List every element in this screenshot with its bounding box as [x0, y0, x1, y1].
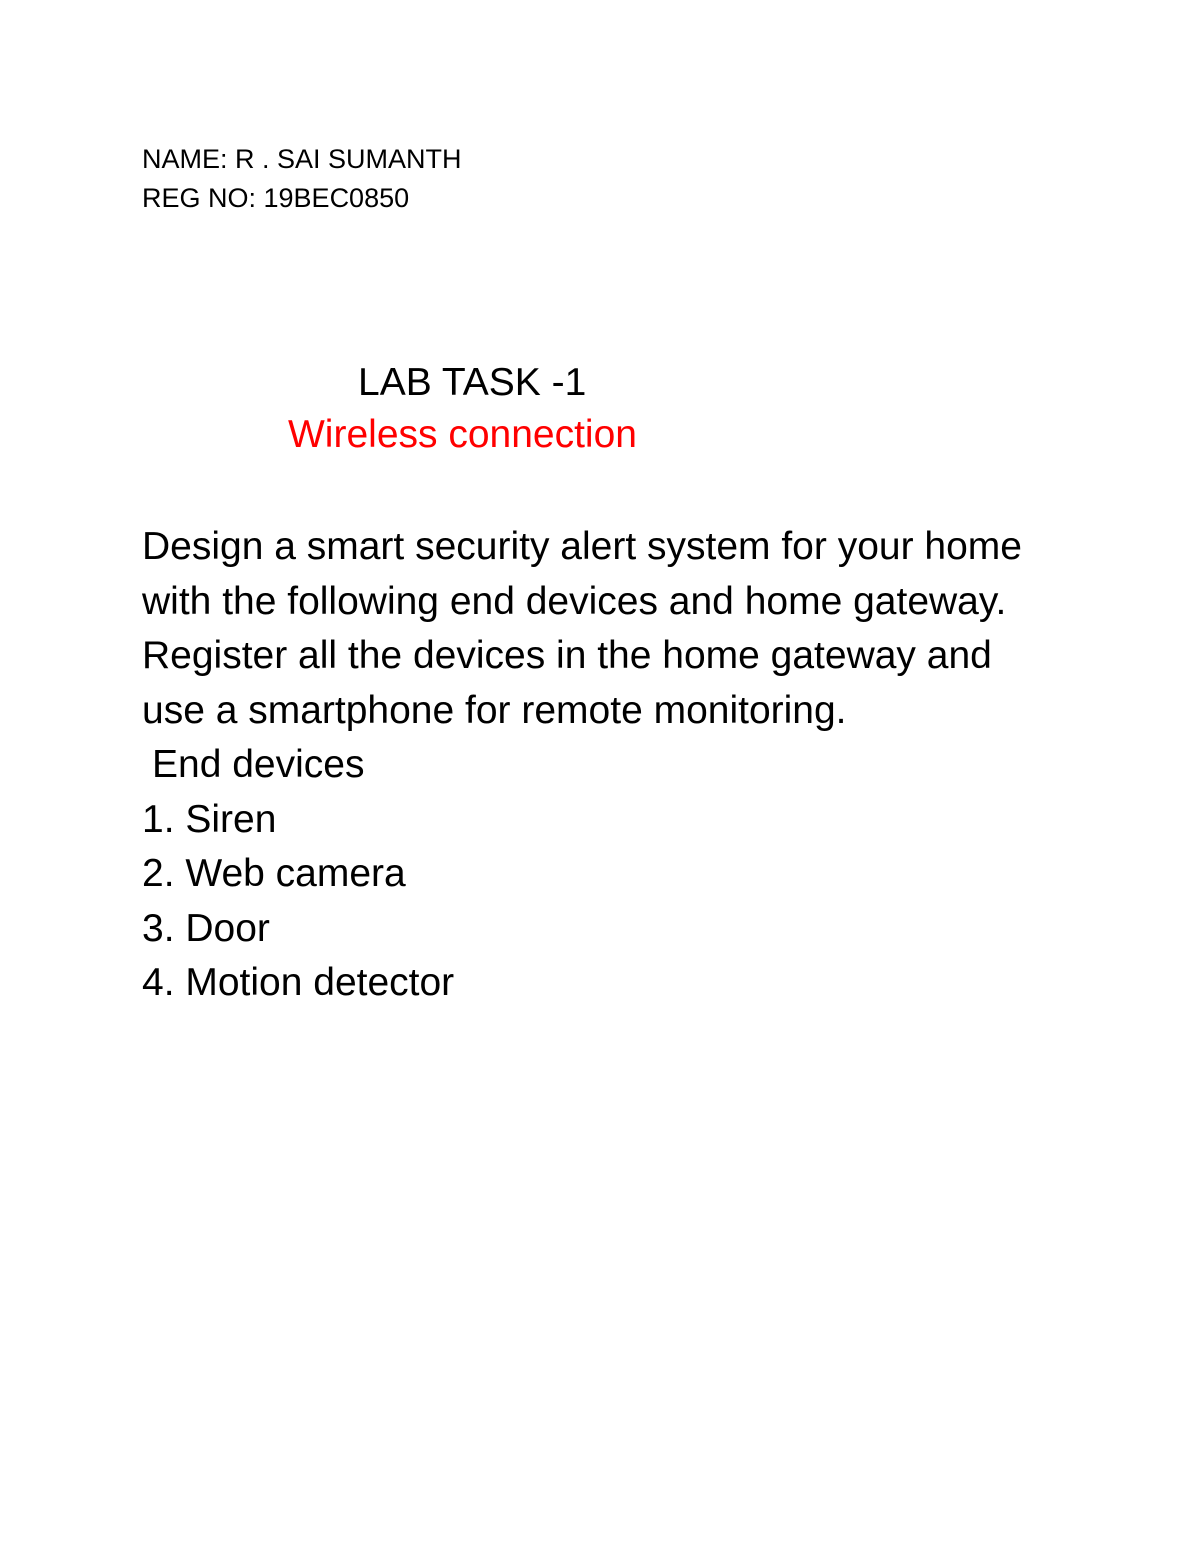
task-body: [142, 520, 1042, 1011]
list-item-motion-detector: 4. Motion detector: [142, 961, 455, 1004]
lab-task-title: LAB TASK -1: [358, 361, 587, 404]
device-list: [142, 793, 1042, 1011]
end-devices-heading: End devices: [152, 743, 365, 786]
lab-task-subtitle: Wireless connection: [288, 413, 637, 456]
list-item-door: 3. Door: [142, 906, 270, 950]
task-description: Design a smart security alert system for your home with the following end devices and home gateway. Register all the devices in the home gateway and use a smartphone for remote monitoring.: [142, 525, 1022, 732]
list-item-siren: 1. Siren: [142, 797, 277, 841]
student-name: NAME: R . SAI SUMANTH: [142, 144, 462, 174]
list-item-web-camera: 2. Web camera: [142, 852, 406, 895]
registration-number: REG NO: 19BEC0850: [142, 183, 410, 213]
